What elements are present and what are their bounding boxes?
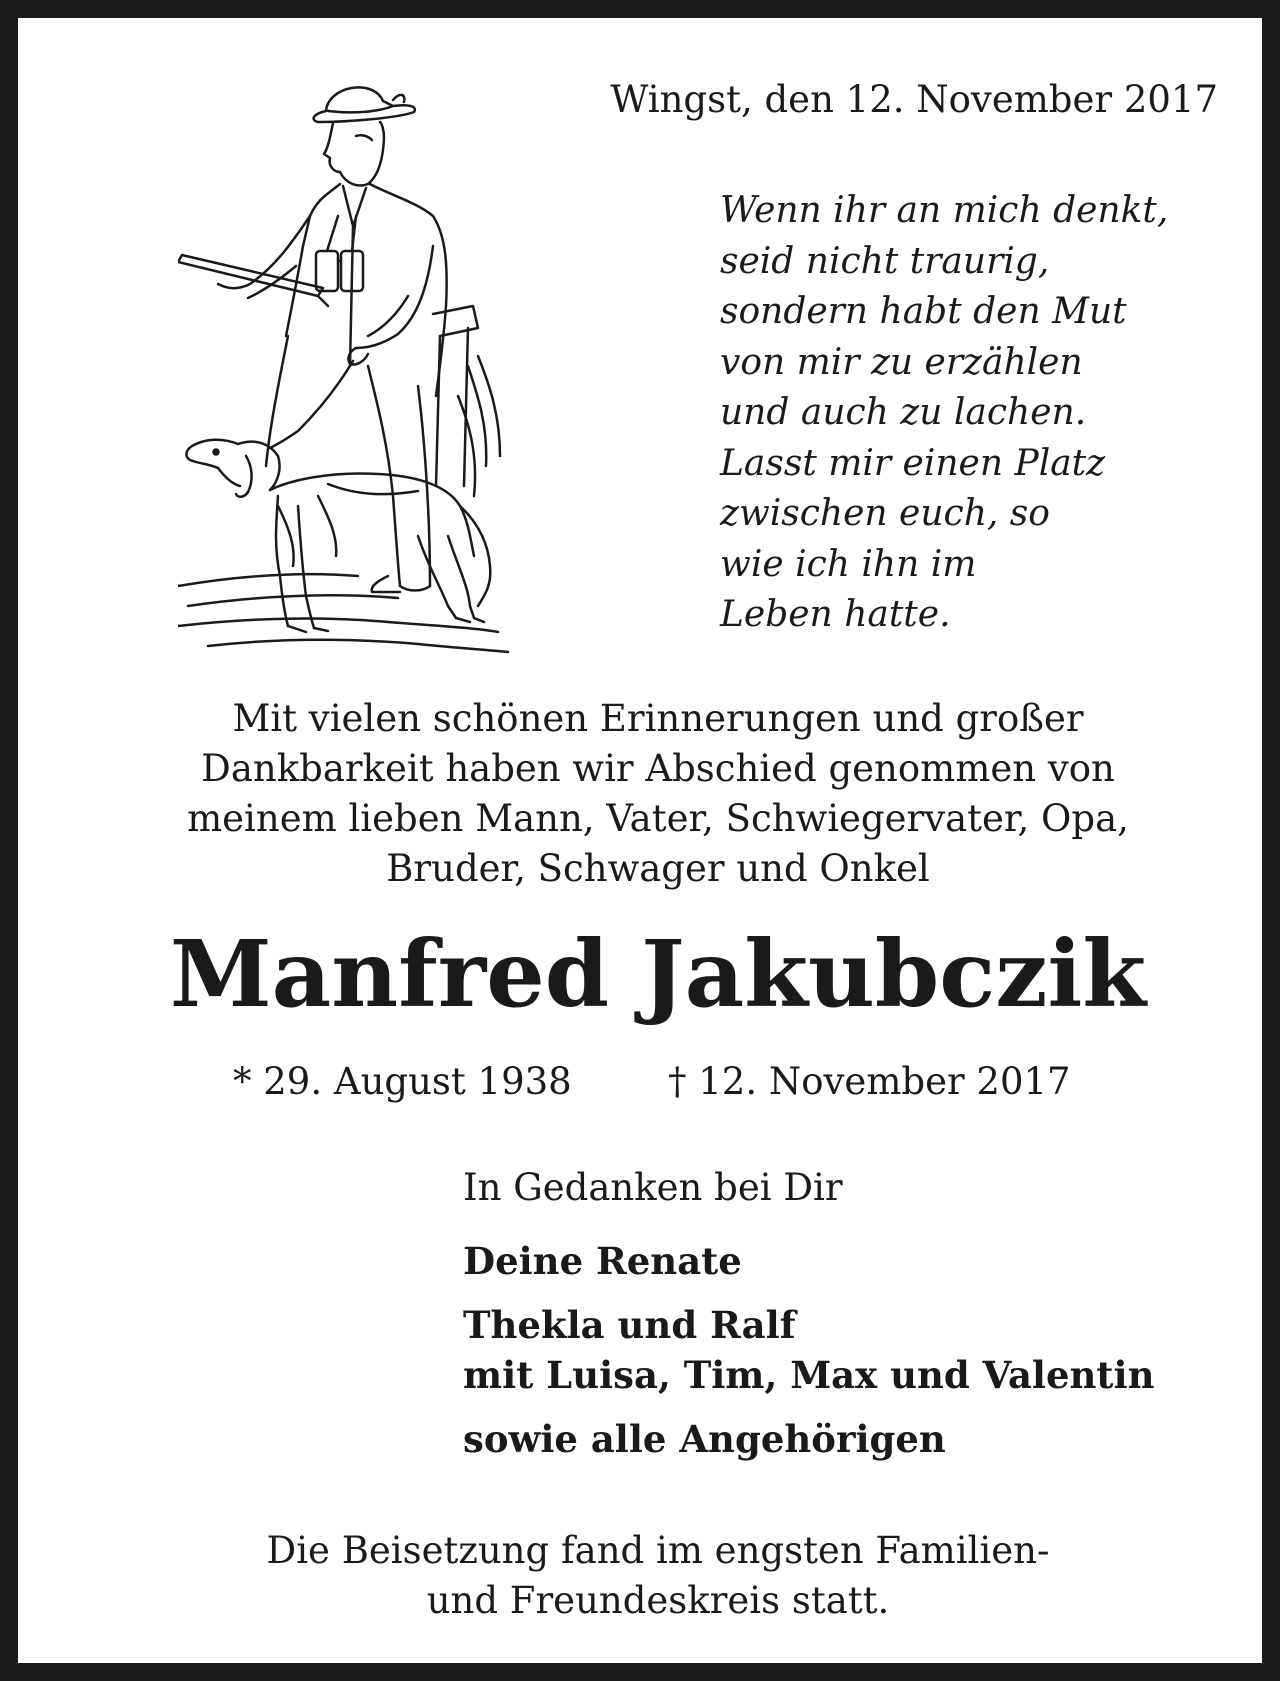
poem-line: Lasst mir einen Platz	[720, 442, 1106, 484]
poem	[720, 186, 1240, 641]
farewell-text	[78, 694, 1238, 894]
farewell-line: meinem lieben Mann, Vater, Schwiegervater, Opa,	[187, 797, 1129, 840]
death-date: † 12. November 2017	[668, 1060, 1071, 1103]
burial-notice	[78, 1526, 1238, 1626]
mourner-name: mit Luisa, Tim, Max und Valentin	[463, 1353, 1155, 1397]
farewell-line: Bruder, Schwager und Onkel	[386, 847, 930, 890]
farewell-line: Mit vielen schönen Erinnerungen und großer	[232, 697, 1084, 740]
mourner-name: sowie alle Angehörigen	[463, 1417, 946, 1461]
poem-line: zwischen euch, so	[720, 493, 1050, 534]
poem-line: wie ich ihn im	[720, 543, 977, 585]
mourners-intro: In Gedanken bei Dir	[463, 1166, 843, 1209]
mourner-name: Deine Renate	[463, 1239, 742, 1283]
poem-line: Wenn ihr an mich denkt,	[720, 190, 1169, 231]
burial-line: Die Beisetzung fand im engsten Familien-	[266, 1529, 1050, 1572]
burial-line: und Freundeskreis statt.	[426, 1579, 890, 1622]
hunter-with-dog-illustration	[178, 66, 518, 666]
poem-line: Leben hatte.	[720, 594, 951, 635]
poem-line: und auch zu lachen.	[720, 392, 1087, 433]
poem-line: von mir zu erzählen	[720, 341, 1083, 383]
deceased-name: Manfred Jakubczik	[169, 920, 1147, 1028]
poem-line: seid nicht traurig,	[720, 240, 1050, 282]
place-date: Wingst, den 12. November 2017	[610, 78, 1218, 121]
mourners-list	[463, 1236, 1154, 1464]
poem-line: sondern habt den Mut	[720, 291, 1127, 332]
farewell-line: Dankbarkeit haben wir Abschied genommen von	[201, 747, 1115, 790]
birth-date: * 29. August 1938	[233, 1060, 572, 1103]
mourner-name: Thekla und Ralf	[463, 1303, 796, 1347]
